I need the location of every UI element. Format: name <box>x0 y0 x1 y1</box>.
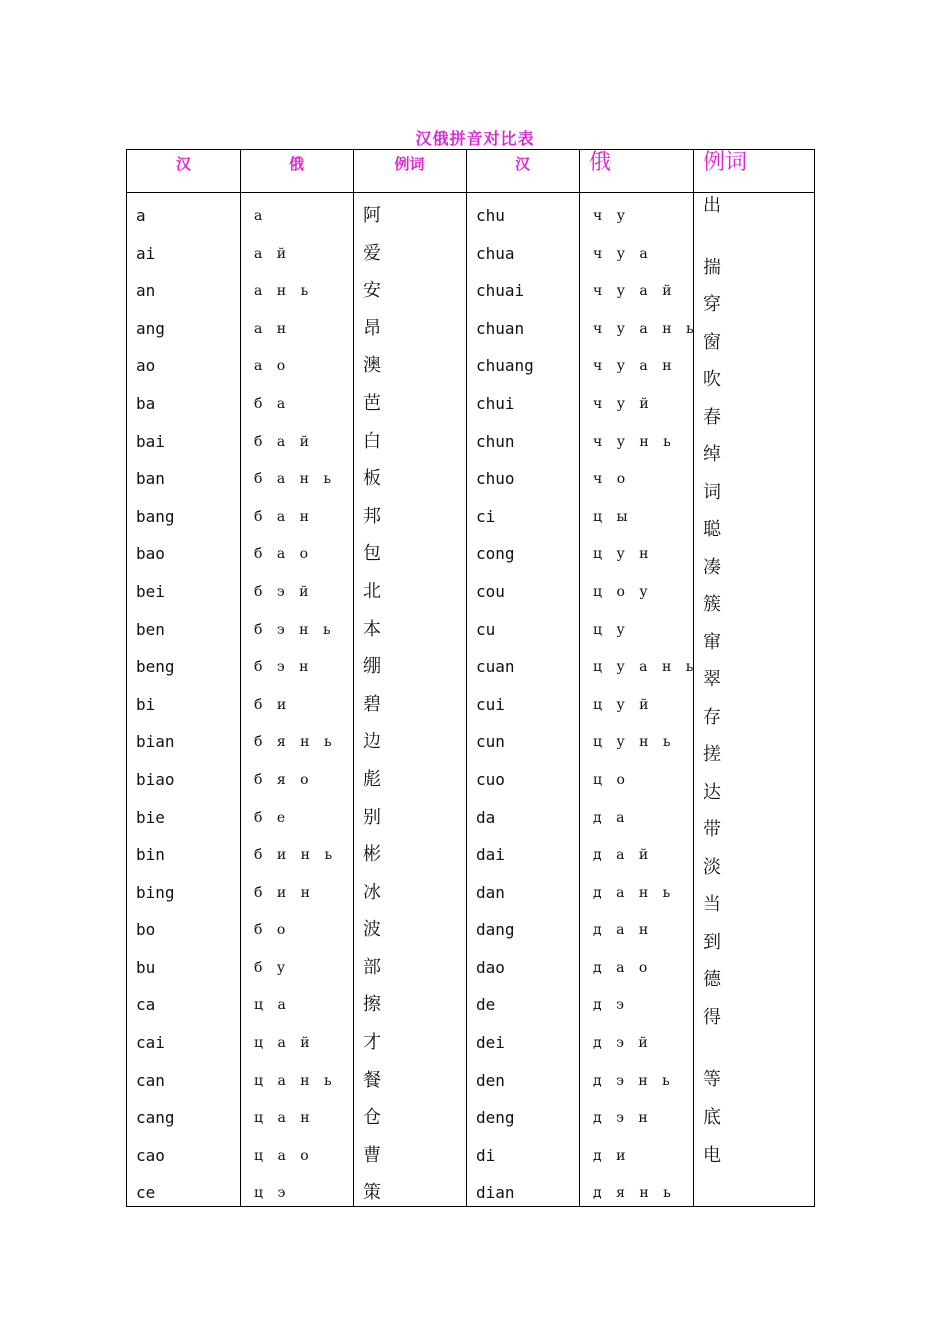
russian-cell: а н <box>254 320 292 337</box>
pinyin-cell: ci <box>476 506 496 526</box>
example-cell: 底 <box>703 1107 721 1128</box>
header-chinese-1: 汉 <box>175 155 191 173</box>
russian-cell: д э н ь <box>593 1072 675 1089</box>
example-cell: 窜 <box>703 632 721 653</box>
russian-cell: б э й <box>254 583 314 600</box>
example-cell: 当 <box>703 894 721 915</box>
pinyin-cell: cou <box>476 581 505 601</box>
example-cell: 等 <box>703 1069 721 1090</box>
pinyin-cell: bai <box>136 431 165 451</box>
example-cell: 擦 <box>363 994 381 1016</box>
example-cell: 波 <box>363 919 381 941</box>
pinyin-cell: cong <box>476 544 515 564</box>
russian-cell: д а <box>593 809 630 826</box>
pinyin-cell: chu <box>476 206 505 225</box>
header-divider <box>127 192 814 193</box>
russian-cell: ц ы <box>593 508 633 525</box>
right-russian-column <box>593 206 699 1221</box>
russian-cell: ц э <box>254 1185 291 1202</box>
russian-cell: ц а й <box>254 1035 315 1052</box>
example-cell: 绰 <box>703 444 721 465</box>
example-cell: 别 <box>363 806 381 828</box>
example-cell: 板 <box>363 468 381 490</box>
pinyin-cell: bang <box>136 506 175 526</box>
pinyin-cell: di <box>476 1145 496 1165</box>
pinyin-cell: bian <box>136 732 175 752</box>
pinyin-cell: bei <box>136 581 165 601</box>
russian-cell: б э н ь <box>254 621 336 638</box>
example-cell: 碧 <box>363 693 381 715</box>
example-cell: 餐 <box>363 1069 381 1091</box>
example-cell: 澳 <box>363 355 381 377</box>
header-chinese-2: 汉 <box>514 155 530 173</box>
pinyin-cell: an <box>136 281 156 301</box>
example-cell: 得 <box>703 1007 721 1028</box>
left-pinyin-column <box>136 206 175 1221</box>
example-cell: 爱 <box>363 242 381 264</box>
pinyin-cell: ben <box>136 619 165 639</box>
russian-cell: д э й <box>593 1035 653 1052</box>
russian-cell: ц у н <box>593 546 654 563</box>
header-example-1: 例词 <box>394 155 425 173</box>
pinyin-cell: beng <box>136 657 175 677</box>
pinyin-cell: de <box>476 995 496 1015</box>
russian-cell: д а о <box>593 959 653 976</box>
russian-cell: ц у й <box>593 696 654 713</box>
russian-cell: б я н ь <box>254 734 337 751</box>
pinyin-cell: dian <box>476 1183 515 1203</box>
pinyin-cell: ba <box>136 393 156 413</box>
russian-cell: ц а н <box>254 1110 315 1127</box>
example-cell: 春 <box>703 407 721 428</box>
example-cell: 达 <box>703 782 721 803</box>
example-cell: 德 <box>703 969 721 990</box>
example-cell: 仓 <box>363 1107 381 1129</box>
example-cell: 窗 <box>703 332 721 353</box>
example-cell: 北 <box>363 580 381 602</box>
pinyin-cell: cui <box>476 694 505 714</box>
russian-cell: д и <box>593 1147 631 1164</box>
russian-cell: б а <box>254 395 291 412</box>
example-cell: 淡 <box>703 857 721 878</box>
russian-cell: д э <box>593 997 629 1014</box>
pinyin-cell: bu <box>136 957 156 977</box>
example-cell: 包 <box>363 543 381 565</box>
example-cell: 边 <box>363 731 381 753</box>
header-russian-2: 俄 <box>589 150 612 175</box>
example-cell: 绷 <box>363 656 381 678</box>
example-cell: 聪 <box>703 519 721 540</box>
pinyin-cell: cun <box>476 732 505 752</box>
example-cell: 彪 <box>363 768 381 790</box>
example-cell: 翠 <box>703 669 721 690</box>
pinyin-cell: ce <box>136 1183 156 1203</box>
russian-cell: ц а о <box>254 1147 314 1164</box>
pinyin-comparison-table <box>126 149 815 1207</box>
pinyin-cell: ban <box>136 469 165 489</box>
pinyin-cell: dei <box>476 1033 505 1053</box>
pinyin-cell: den <box>476 1070 505 1090</box>
russian-cell: б а н <box>254 508 315 525</box>
russian-cell: д я н ь <box>593 1185 676 1202</box>
example-cell: 白 <box>363 430 381 452</box>
header-russian-1: 俄 <box>288 155 304 173</box>
russian-cell: ч о <box>593 471 631 488</box>
right-pinyin-column <box>476 206 534 1221</box>
pinyin-cell: deng <box>476 1108 515 1128</box>
column-divider <box>579 150 580 1206</box>
example-cell: 揣 <box>703 257 721 278</box>
russian-cell: б я о <box>254 771 314 788</box>
pinyin-cell: can <box>136 1070 165 1090</box>
pinyin-cell: ai <box>136 243 156 263</box>
russian-cell: б а о <box>254 546 314 563</box>
russian-cell: ц а н ь <box>254 1072 337 1089</box>
pinyin-cell: chuang <box>476 356 534 376</box>
example-cell: 才 <box>363 1032 381 1054</box>
pinyin-cell: bi <box>136 694 156 714</box>
example-cell: 部 <box>363 956 381 978</box>
left-russian-column <box>254 206 337 1221</box>
pinyin-cell: bing <box>136 882 175 902</box>
pinyin-cell: cai <box>136 1033 165 1053</box>
pinyin-cell: biao <box>136 769 175 789</box>
russian-cell: д а н <box>593 922 654 939</box>
pinyin-cell: ang <box>136 318 165 338</box>
example-cell: 芭 <box>363 392 381 414</box>
example-cell: 存 <box>703 707 721 728</box>
russian-cell: ц о у <box>593 583 653 600</box>
russian-cell: ц у н ь <box>593 734 676 751</box>
pinyin-cell: cang <box>136 1108 175 1128</box>
example-cell: 本 <box>363 618 381 640</box>
example-cell: 昂 <box>363 317 381 339</box>
example-cell: 彬 <box>363 844 381 866</box>
russian-cell: б э н <box>254 659 314 676</box>
russian-cell: ч у <box>593 208 630 224</box>
pinyin-cell: ao <box>136 356 156 376</box>
russian-cell: б а н ь <box>254 471 337 488</box>
example-cell: 策 <box>363 1182 381 1204</box>
pinyin-cell: bao <box>136 544 165 564</box>
russian-cell: д а н ь <box>593 884 676 901</box>
russian-cell: ч у а н ь <box>593 320 699 337</box>
example-cell: 凑 <box>703 557 721 578</box>
russian-cell: д э н <box>593 1110 653 1127</box>
pinyin-cell: cuan <box>476 657 515 677</box>
pinyin-cell: da <box>476 807 496 827</box>
example-cell: 出 <box>703 195 721 216</box>
russian-cell: б о <box>254 922 291 939</box>
example-cell: 安 <box>363 280 381 302</box>
russian-cell: б и н ь <box>254 847 338 864</box>
russian-cell: а н ь <box>254 283 314 300</box>
left-example-column <box>363 206 381 1221</box>
russian-cell: ч у а <box>593 245 653 262</box>
example-cell: 到 <box>703 932 721 953</box>
pinyin-cell: chuai <box>476 281 525 301</box>
pinyin-cell: chun <box>476 431 515 451</box>
russian-cell: ч у а н <box>593 358 677 375</box>
pinyin-cell: bin <box>136 845 165 865</box>
example-cell: 词 <box>703 482 721 503</box>
russian-cell: б у <box>254 959 291 976</box>
pinyin-cell: dai <box>476 845 505 865</box>
russian-cell: б и <box>254 696 292 713</box>
page-title: 汉俄拼音对比表 <box>415 129 535 148</box>
example-cell: 吹 <box>703 369 721 390</box>
header-example-2: 例词 <box>703 150 748 175</box>
column-divider <box>353 150 354 1206</box>
russian-cell: б е <box>254 809 291 826</box>
russian-cell: б и н <box>254 884 315 901</box>
example-cell: 曹 <box>363 1144 381 1166</box>
russian-cell: ц о <box>593 771 630 788</box>
pinyin-cell: chuo <box>476 469 515 489</box>
russian-cell: а й <box>254 245 292 262</box>
pinyin-cell: chua <box>476 243 515 263</box>
russian-cell: ч у й <box>593 395 654 412</box>
russian-cell: а о <box>254 358 291 375</box>
pinyin-cell: a <box>136 206 146 225</box>
pinyin-cell: cu <box>476 619 496 639</box>
russian-cell: ч у а й <box>593 283 677 300</box>
pinyin-cell: ca <box>136 995 156 1015</box>
russian-cell: ч у н ь <box>593 433 676 450</box>
pinyin-cell: dang <box>476 920 515 940</box>
example-cell: 簇 <box>703 594 721 615</box>
example-cell: 邦 <box>363 505 381 527</box>
example-cell: 搓 <box>703 744 721 765</box>
russian-cell: д а й <box>593 847 654 864</box>
pinyin-cell: chuan <box>476 318 525 338</box>
pinyin-cell: cuo <box>476 769 505 789</box>
example-cell: 电 <box>703 1145 721 1166</box>
pinyin-cell: dan <box>476 882 505 902</box>
russian-cell: б а й <box>254 433 315 450</box>
pinyin-cell: cao <box>136 1145 165 1165</box>
example-cell: 带 <box>703 819 721 840</box>
pinyin-cell: chui <box>476 393 515 413</box>
example-cell: 阿 <box>363 205 381 226</box>
column-divider <box>240 150 241 1206</box>
russian-cell: ц у а н ь <box>593 659 699 676</box>
pinyin-cell: bo <box>136 920 156 940</box>
column-divider <box>466 150 467 1206</box>
example-cell: 冰 <box>363 881 381 903</box>
pinyin-cell: dao <box>476 957 505 977</box>
russian-cell: а <box>254 208 268 224</box>
russian-cell: ц а <box>254 997 291 1014</box>
russian-cell: ц у <box>593 621 630 638</box>
pinyin-cell: bie <box>136 807 165 827</box>
example-cell: 穿 <box>703 294 721 315</box>
